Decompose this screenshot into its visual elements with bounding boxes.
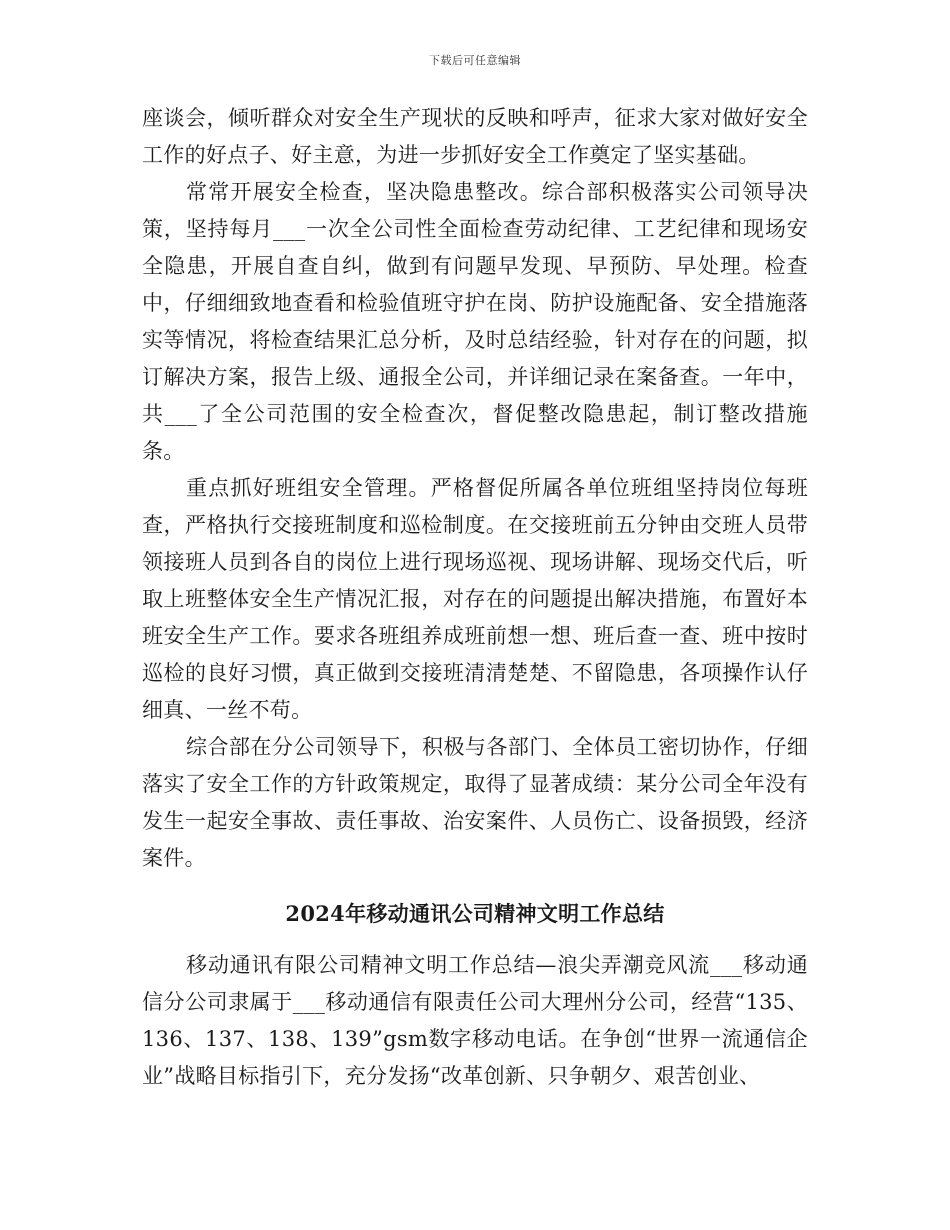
page-header: 下载后可任意编辑 <box>429 54 521 67</box>
document-body <box>142 100 808 1095</box>
paragraph-team-safety: 重点抓好班组安全管理。严格督促所属各单位班组坚持岗位每班查，严格执行交接班制度和巡检制度。在交接班前五分钟由交班人员带领接班人员到各自的岗位上进行现场巡视、现场讲解、现场交代后，听取上班整体安全生产情况汇报，对存在的问题提出解决措施，布置好本班安全生产工作。要求各班组养成班前想一想、班后查一查、班中按时巡检的良好习惯，真正做到交接班清清楚楚、不留隐患，各项操作认仔细真、一丝不苟。 <box>142 476 808 722</box>
section-title: 2024年移动通讯公司精神文明工作总结 <box>285 901 665 926</box>
paragraph-safety-inspection: 常常开展安全检查，坚决隐患整改。综合部积极落实公司领导决策，坚持每月___一次全公司性全面检查劳动纪律、工艺纪律和现场安全隐患，开展自查自纠，做到有问题早发现、早预防、早处理。检查中，仔细细致地查看和检验值班守护在岗、防护设施配备、安全措施落实等情况，将检查结果汇总分析，及时总结经验，针对存在的问题，拟订解决方案，报告上级、通报全公司，并详细记录在案备查。一年中，共___了全公司范围的安全检查次，督促整改隐患起，制订整改措施条。 <box>142 180 808 463</box>
paragraph-continuation: 座谈会，倾听群众对安全生产现状的反映和呼声，征求大家对做好安全工作的好点子、好主意，为进一步抓好安全工作奠定了坚实基础。 <box>142 106 808 167</box>
paragraph-achievements: 综合部在分公司领导下，积极与各部门、全体员工密切协作，仔细落实了安全工作的方针政策规定，取得了显著成绩：某分公司全年没有发生一起安全事故、责任事故、治安案件、人员伤亡、设备损毁，经济案件。 <box>142 735 808 870</box>
paragraph-mobile-summary: 移动通讯有限公司精神文明工作总结—浪尖弄潮竞风流___移动通信分公司隶属于___移动通信有限责任公司大理州分公司，经营“135、136、137、138、139”gsm数字移动电话。在争创“世界一流通信企业”战略目标指引下，充分发扬“改革创新、只争朝夕、艰苦创业、 <box>142 953 808 1088</box>
